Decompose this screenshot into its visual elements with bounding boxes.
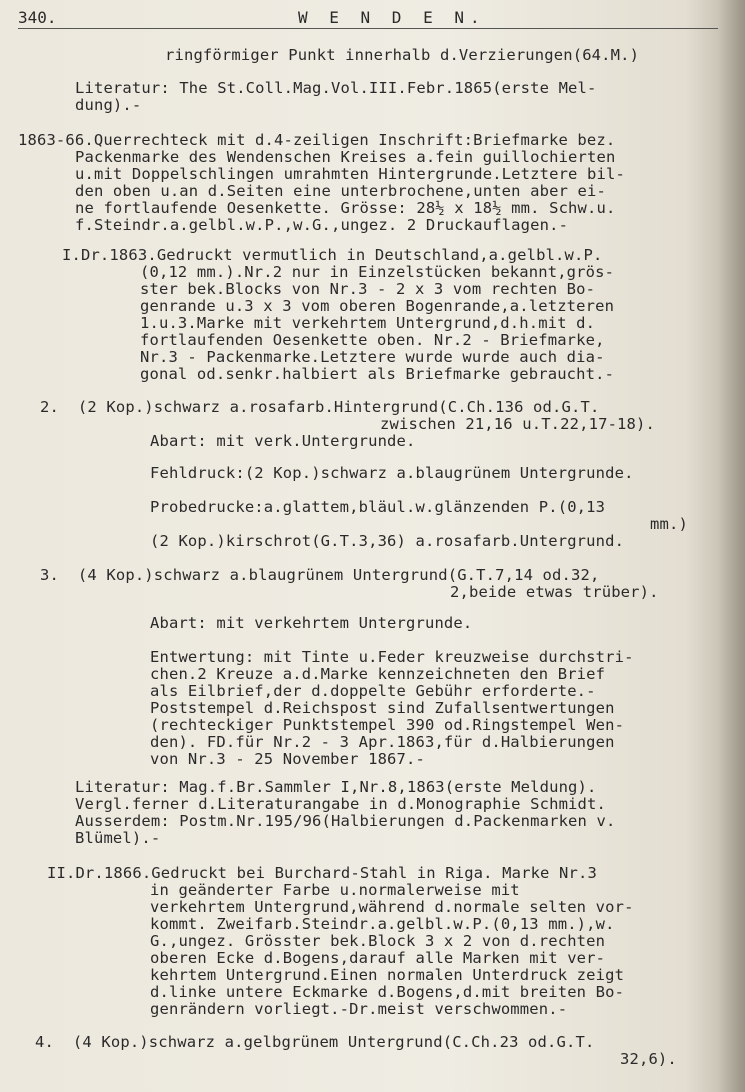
text-line: Poststempel d.Reichspost sind Zufallsentwertungen bbox=[150, 699, 615, 717]
text-line: ne fortlaufende Oesenkette. Grösse: 28½ x 18½ mm. Schw.u. bbox=[75, 199, 616, 217]
text-line: Packenmarke des Wendenschen Kreises a.fein guillochierten bbox=[75, 148, 616, 166]
text-line: Literatur: Mag.f.Br.Sammler I,Nr.8,1863(erste Meldung). bbox=[75, 778, 597, 796]
text-line: den). FD.für Nr.2 - 3 Apr.1863,für d.Halbierungen bbox=[150, 733, 615, 751]
text-line: gonal od.senkr.halbiert als Briefmarke gebraucht.- bbox=[140, 365, 615, 383]
text-line: u.mit Doppelschlingen umrahmten Hintergrunde.Letztere bil- bbox=[75, 165, 625, 183]
text-line: Entwertung: mit Tinte u.Feder kreuzweise durchstri- bbox=[150, 648, 634, 666]
text-line: genrändern vorliegt.-Dr.meist verschwommen.- bbox=[150, 1000, 568, 1018]
text-line: Abart: mit verk.Untergrunde. bbox=[150, 432, 416, 450]
text-line: Nr.3 - Packenmarke.Letztere wurde wurde auch dia- bbox=[140, 348, 605, 366]
text-line: fortlaufenden Oesenkette oben. Nr.2 - Briefmarke, bbox=[140, 331, 605, 349]
text-line: von Nr.3 - 25 November 1867.- bbox=[150, 750, 425, 768]
header-rule bbox=[18, 28, 718, 29]
text-line: II.Dr.1866.Gedruckt bei Burchard-Stahl in Riga. Marke Nr.3 bbox=[47, 864, 597, 882]
text-line: Blümel).- bbox=[75, 829, 161, 847]
text-line: kehrtem Untergrund.Einen normalen Unterdruck zeigt bbox=[150, 966, 625, 984]
text-line: 1.u.3.Marke mit verkehrtem Untergrund,d.h.mit d. bbox=[140, 314, 596, 332]
text-line: G.,ungez. Grösster bek.Block 3 x 2 von d.rechten bbox=[150, 932, 606, 950]
text-line: Abart: mit verkehrtem Untergrunde. bbox=[150, 614, 473, 632]
text-line: 32,6). bbox=[620, 1050, 677, 1068]
text-line: oberen Ecke d.Bogens,darauf alle Marken mit ver- bbox=[150, 949, 606, 967]
text-line: in geänderter Farbe u.normalerweise mit bbox=[150, 881, 520, 899]
text-line: 4. (4 Kop.)schwarz a.gelbgrünem Untergrund(C.Ch.23 od.G.T. bbox=[35, 1033, 595, 1051]
text-line: zwischen 21,16 u.T.22,17-18). bbox=[380, 415, 655, 433]
text-line: f.Steindr.a.gelbl.w.P.,w.G.,ungez. 2 Druckauflagen.- bbox=[75, 216, 569, 234]
text-line: Literatur: The St.Coll.Mag.Vol.III.Febr.1865(erste Mel- bbox=[75, 79, 597, 97]
text-line: mm.) bbox=[650, 515, 688, 533]
text-line: dung).- bbox=[75, 96, 142, 114]
page-title: W E N D E N. bbox=[298, 8, 486, 27]
text-line: verkehrtem Untergrund,während d.normale selten vor- bbox=[150, 898, 634, 916]
text-line: den oben u.an d.Seiten eine unterbrochene,unten aber ei- bbox=[75, 182, 606, 200]
text-line: 2,beide etwas trüber). bbox=[450, 583, 659, 601]
text-line: (0,12 mm.).Nr.2 nur in Einzelstücken bekannt,grös- bbox=[140, 263, 615, 281]
page-number: 340. bbox=[18, 8, 57, 27]
text-line: ringförmiger Punkt innerhalb d.Verzierungen(64.M.) bbox=[165, 46, 640, 64]
text-line: 2. (2 Kop.)schwarz a.rosafarb.Hintergrund(C.Ch.136 od.G.T. bbox=[40, 398, 600, 416]
page-gutter-shadow bbox=[717, 0, 745, 1092]
text-line: 1863-66.Querrechteck mit d.4-zeiligen Inschrift:Briefmarke bez. bbox=[18, 131, 616, 149]
text-line: ster bek.Blocks von Nr.3 - 2 x 3 vom rechten Bo- bbox=[140, 280, 596, 298]
text-line: Ausserdem: Postm.Nr.195/96(Halbierungen d.Packenmarken v. bbox=[75, 812, 616, 830]
text-line: 3. (4 Kop.)schwarz a.blaugrünem Untergrund(G.T.7,14 od.32, bbox=[40, 566, 600, 584]
text-line: Probedrucke:a.glattem,bläul.w.glänzenden P.(0,13 bbox=[150, 498, 606, 516]
text-line: Fehldruck:(2 Kop.)schwarz a.blaugrünem Untergrunde. bbox=[150, 464, 634, 482]
text-line: kommt. Zweifarb.Steindr.a.gelbl.w.P.(0,13 mm.),w. bbox=[150, 915, 615, 933]
text-line: genrande u.3 x 3 vom oberen Bogenrande,a.letzteren bbox=[140, 297, 615, 315]
text-line: als Eilbrief,der d.doppelte Gebühr erforderte.- bbox=[150, 682, 596, 700]
text-line: d.linke untere Eckmarke d.Bogens,d.mit breiten Bo- bbox=[150, 983, 625, 1001]
text-line: (2 Kop.)kirschrot(G.T.3,36) a.rosafarb.Untergrund. bbox=[150, 532, 625, 550]
text-line: chen.2 Kreuze a.d.Marke kennzeichneten den Brief bbox=[150, 665, 606, 683]
text-line: Vergl.ferner d.Literaturangabe in d.Monographie Schmidt. bbox=[75, 795, 606, 813]
text-line: I.Dr.1863.Gedruckt vermutlich in Deutschland,a.gelbl.w.P. bbox=[62, 246, 603, 264]
text-line: (rechteckiger Punktstempel 390 od.Ringstempel Wen- bbox=[150, 716, 625, 734]
